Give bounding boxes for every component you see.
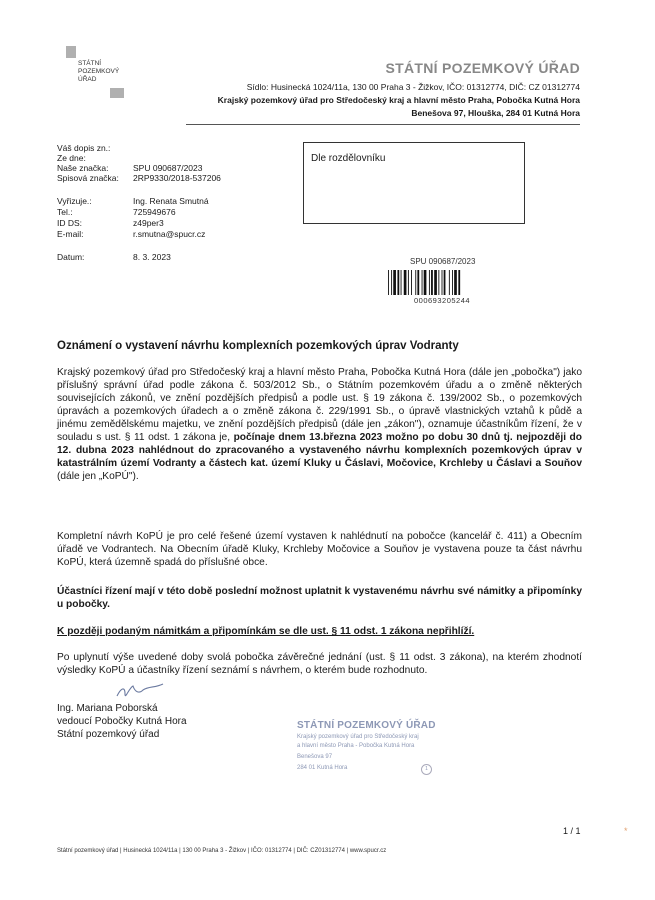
stamp-line-2: a hlavní město Praha - Pobočka Kutná Hora — [297, 743, 415, 749]
branch-line: Krajský pozemkový úřad pro Středočeský kraj a hlavní město Praha, Pobočka Kutná Hora — [217, 95, 580, 105]
nase-znacka-label: Naše značka: — [57, 163, 109, 173]
stamp-title: STÁTNÍ POZEMKOVÝ ÚŘAD — [297, 720, 436, 731]
barcode-bar — [393, 270, 396, 295]
signatory-role: vedoucí Pobočky Kutná Hora — [57, 716, 187, 727]
nase-znacka-value: SPU 090687/2023 — [133, 163, 203, 173]
paragraph-1-tail: (dále jen „KoPÚ"). — [57, 471, 139, 482]
vyrizuje-value: Ing. Renata Smutná — [133, 196, 209, 206]
barcode-bar — [438, 270, 439, 295]
barcode-bar — [397, 270, 399, 295]
barcode-code: SPU 090687/2023 — [410, 257, 476, 266]
id-ds-label: ID DS: — [57, 218, 83, 228]
vas-dopis-label: Váš dopis zn.: — [57, 143, 111, 153]
logo-mark-bottom — [110, 88, 124, 98]
barcode-bar — [408, 270, 409, 295]
barcode-bar — [431, 270, 433, 295]
stamp-line-4: 284 01 Kutná Hora — [297, 765, 348, 771]
spisova-znacka-label: Spisová značka: — [57, 173, 119, 183]
barcode-bar — [422, 270, 423, 295]
page-number: 1 / 1 — [563, 826, 581, 836]
stamp-number-circle: 1 — [421, 764, 432, 775]
logo-line: STÁTNÍ — [78, 60, 102, 67]
barcode-bar — [424, 270, 427, 295]
barcode-bar — [444, 270, 446, 295]
barcode-bar — [454, 270, 457, 295]
barcode-bar — [434, 270, 437, 295]
tel-value: 725949676 — [133, 207, 176, 217]
paragraph-5: Po uplynutí výše uvedené doby svolá pobočka závěrečné jednání (ust. § 11 odst. 3 zákona), na kterém zhodnotí výsledky KoPÚ a účastníky řízení seznámí s návrhem, o kterém bude rozhodnuto. — [57, 652, 582, 676]
document-title: Oznámení o vystavení návrhu komplexních pozemkových úprav Vodranty — [57, 340, 459, 352]
barcode-bar — [449, 270, 450, 295]
paragraph-2: Kompletní návrh KoPÚ je pro celé řešené území vystaven k nahlédnutí na pobočce (kancelář č. 411) a Obecním úřadě ve Vodrantech. Na Obecním úřadě Kluky, Krchleby Močovice a Souňov je vystavena pouze ta část návrhu KoPÚ, která územně spadá do příslušné obce. — [57, 531, 582, 568]
barcode-bar — [458, 270, 460, 295]
barcode-bar — [417, 270, 419, 295]
tel-label: Tel.: — [57, 207, 73, 217]
logo-line: POZEMKOVÝ — [78, 68, 120, 75]
barcode-bar — [391, 270, 392, 295]
paragraph-1 — [57, 366, 582, 483]
email-label: E-mail: — [57, 229, 84, 239]
stamp-line-3: Benešova 97 — [297, 754, 333, 760]
barcode-bar — [442, 270, 443, 295]
branch-address: Benešova 97, Hlouška, 284 01 Kutná Hora — [411, 108, 580, 118]
corner-mark: * — [624, 826, 628, 836]
barcode-bar — [429, 270, 430, 295]
paragraph-1-bold: počínaje dnem 13.března 2023 možno po dobu 30 dnů tj. nejpozději do 12. dubna 2023 nahlédnout do zpracovaného a vystaveného návrhu komplexních pozemkových úprav v katastrálním území Vodranty a částech kat. území Kluky u Čáslavi, Močovice, Krchleby u Čáslavi a Souňov — [57, 432, 582, 469]
header-divider — [186, 124, 580, 125]
barcode-bar — [452, 270, 453, 295]
signatory-name: Ing. Mariana Poborská — [57, 703, 158, 714]
footer: Státní pozemkový úřad | Husinecká 1024/11a | 130 00 Praha 3 - Žižkov | IČO: 01312774 | DIČ: CZ01312774 | www.spucr.cz — [57, 848, 387, 854]
barcode — [388, 270, 478, 295]
barcode-number: 000693205244 — [414, 296, 471, 305]
paragraph-1-text: Krajský pozemkový úřad pro Středočeský kraj a hlavní město Praha, Pobočka Kutná Hora (dále jen „pobočka") jako příslušný správní úřad podle zákona č. 503/2012 Sb., o Státním pozemkovém úřadu a o změně některých souvisejících zákonů, ve znění pozdějších předpisů a podle ust. § 19 zákona č. 139/2002 Sb., o pozemkových úpravách a pozemkových úřadech a o změně zákona č. 229/1991 Sb., o úpravě vlastnických vztahů k půdě a jinému zemědělskému majetku, ve znění pozdějších předpisů (dále jen „zákon"), oznamuje účastníkům řízení, že v souladu s ust. § 11 odst. 1 zákona je, — [57, 367, 582, 443]
signature — [113, 678, 173, 704]
paragraph-3: Účastníci řízení mají v této době poslední možnost uplatnit k vystavenému návrhu své námitky a připomínky u pobočky. — [57, 586, 582, 610]
logo-line: ÚŘAD — [78, 76, 97, 83]
logo-mark — [66, 46, 76, 58]
datum-label: Datum: — [57, 252, 85, 262]
paragraph-4: K později podaným námitkám a připomínkám se dle ust. § 11 odst. 1 zákona nepřihlíží. — [57, 626, 475, 637]
recipient: Dle rozdělovníku — [311, 153, 386, 164]
email-value: r.smutna@spucr.cz — [133, 229, 206, 239]
barcode-bar — [388, 270, 389, 295]
address-line: Sídlo: Husinecká 1024/11a, 130 00 Praha 3 - Žižkov, IČO: 01312774, DIČ: CZ 01312774 — [246, 82, 580, 92]
office-title: STÁTNÍ POZEMKOVÝ ÚŘAD — [385, 60, 580, 76]
barcode-bar — [411, 270, 412, 295]
datum-value: 8. 3. 2023 — [133, 252, 171, 262]
barcode-bar — [415, 270, 416, 295]
id-ds-value: z49per3 — [133, 218, 164, 228]
stamp-line-1: Krajský pozemkový úřad pro Středočeský kraj — [297, 734, 419, 740]
spisova-znacka-value: 2RP9330/2018-537206 — [133, 173, 221, 183]
vyrizuje-label: Vyřizuje.: — [57, 196, 92, 206]
barcode-bar — [404, 270, 407, 295]
barcode-bar — [401, 270, 402, 295]
signatory-org: Státní pozemkový úřad — [57, 729, 160, 740]
logo — [78, 60, 119, 84]
ze-dne-label: Ze dne: — [57, 153, 86, 163]
